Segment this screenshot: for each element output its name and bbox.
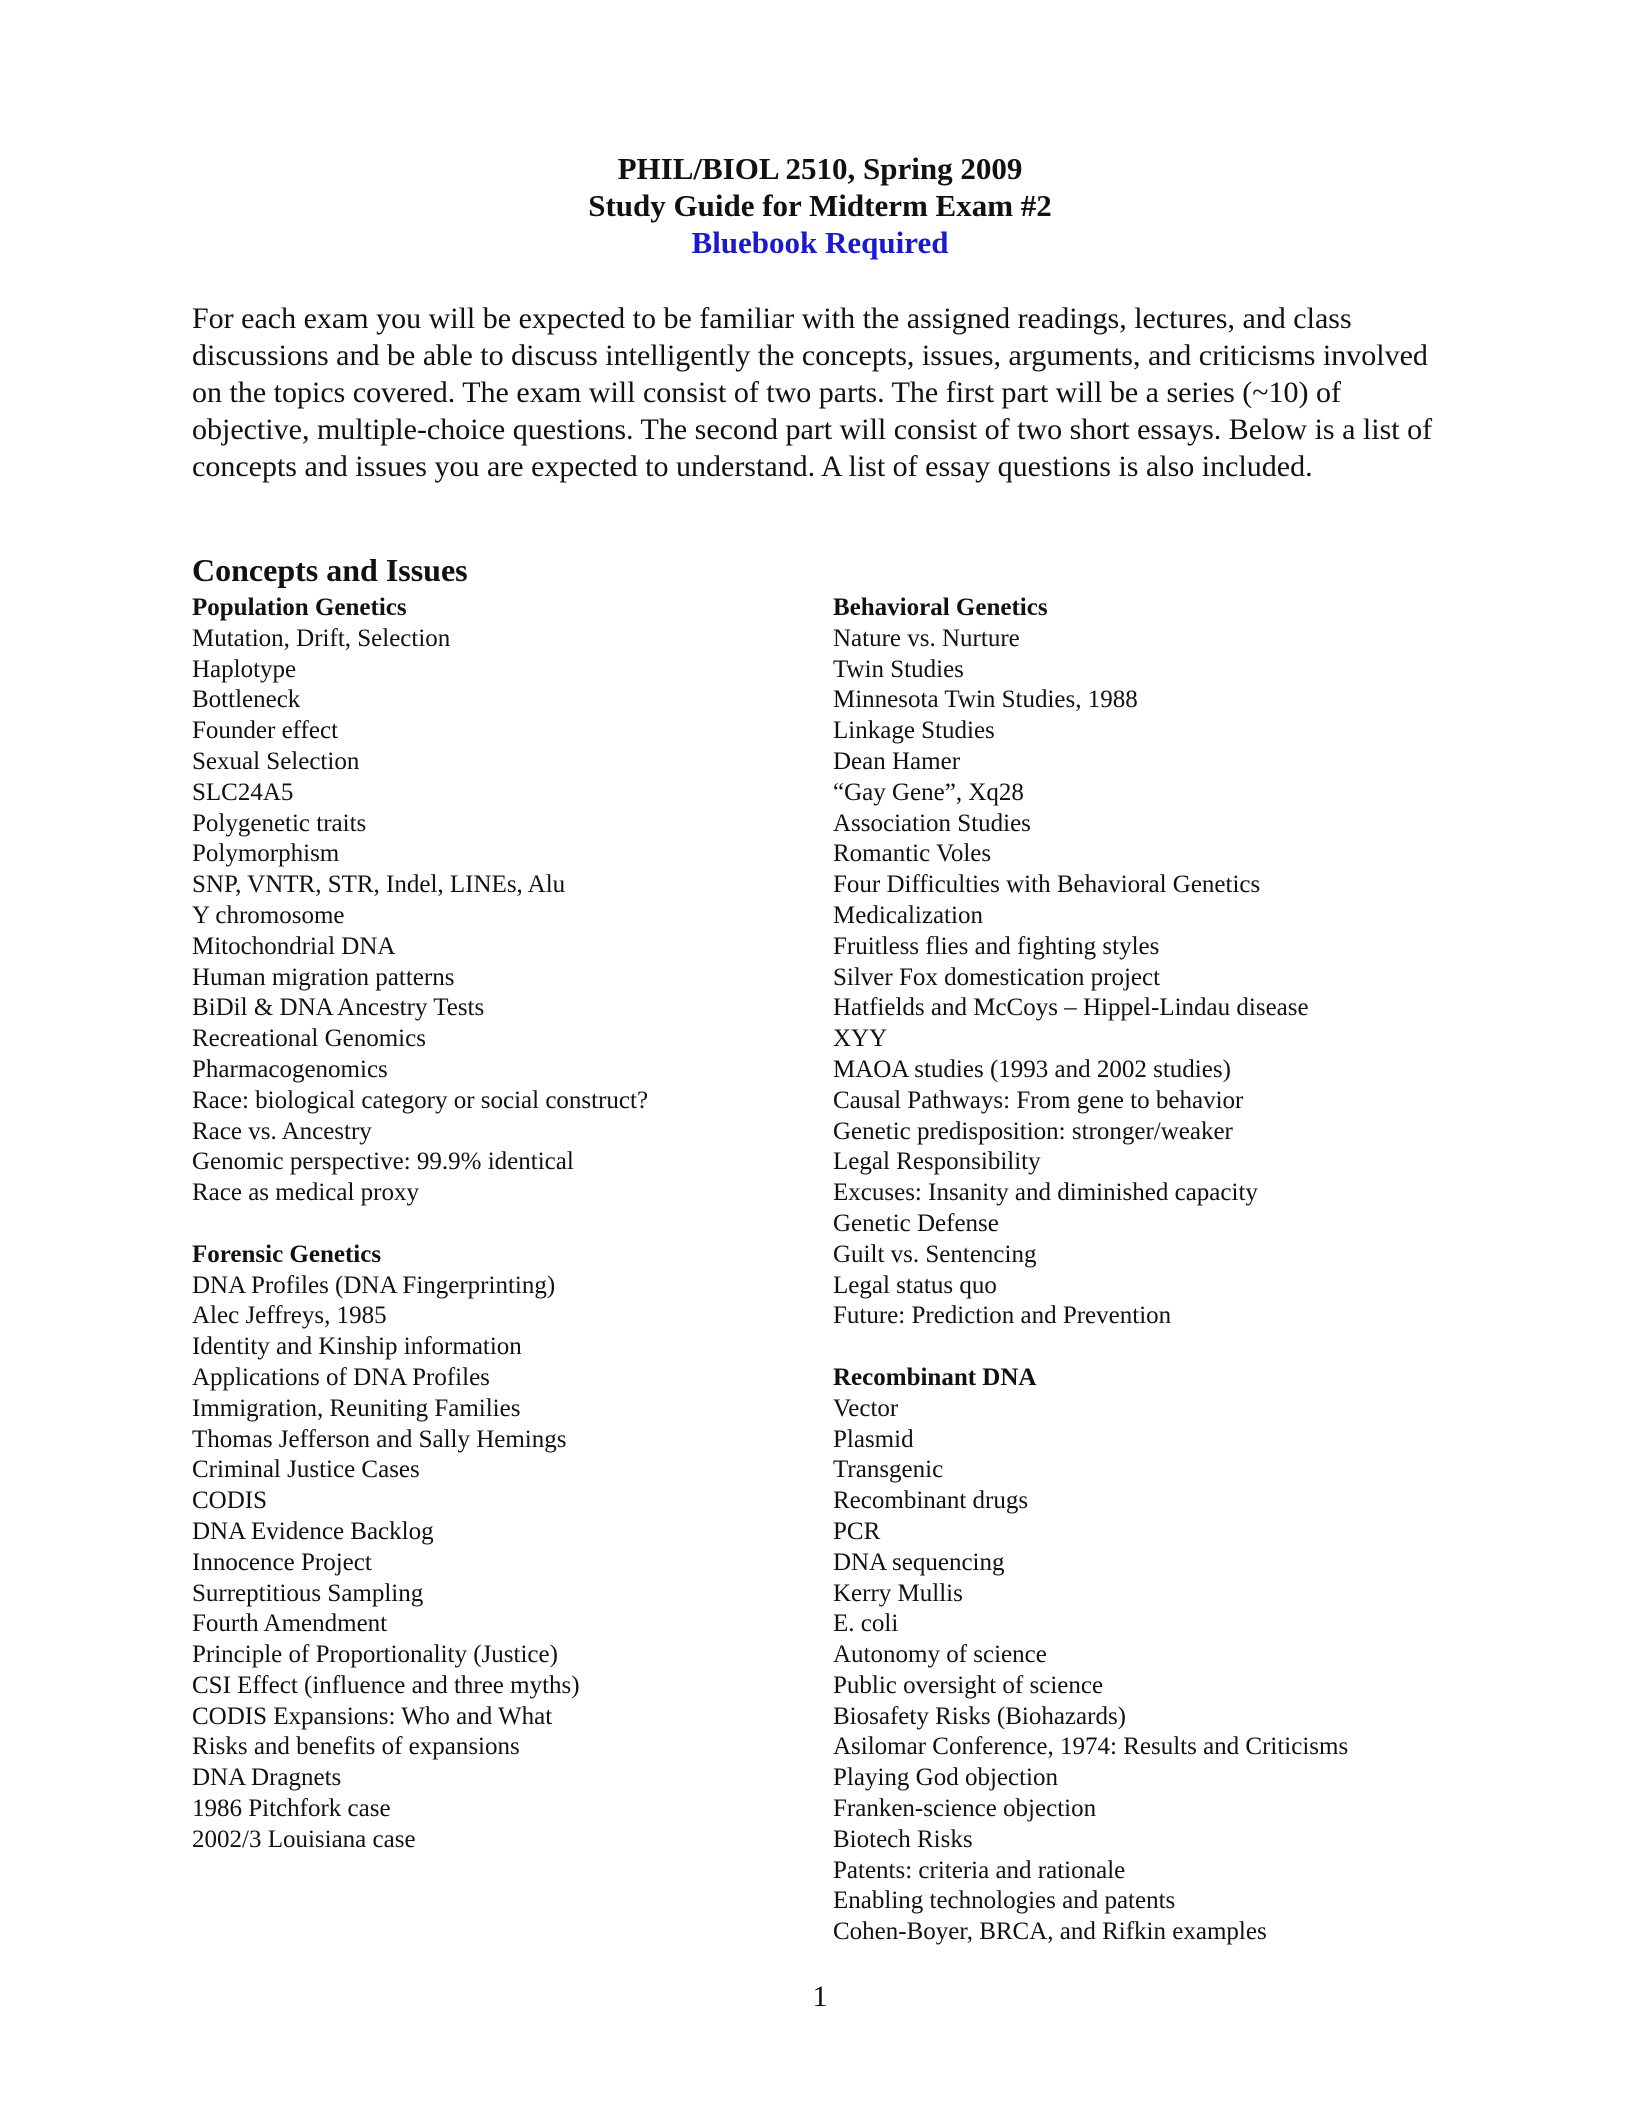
concept-item: Enabling technologies and patents: [833, 1887, 1176, 1915]
concept-item: Polygenetic traits: [192, 809, 367, 837]
concept-item: Applications of DNA Profiles: [192, 1363, 490, 1391]
concept-item: Immigration, Reuniting Families: [192, 1394, 521, 1422]
concept-item: CODIS Expansions: Who and What: [192, 1702, 553, 1730]
concept-item: CODIS: [192, 1487, 268, 1515]
concept-item: Race vs. Ancestry: [192, 1117, 372, 1145]
concept-item: 1986 Pitchfork case: [192, 1795, 391, 1823]
concept-item: DNA Profiles (DNA Fingerprinting): [192, 1271, 556, 1299]
concept-item: Founder effect: [192, 717, 339, 745]
concept-item: Kerry Mullis: [833, 1579, 963, 1607]
concept-item: Mutation, Drift, Selection: [192, 624, 451, 652]
concept-item: Legal Responsibility: [833, 1148, 1041, 1176]
concept-item: Polymorphism: [192, 840, 340, 868]
concept-item: Guilt vs. Sentencing: [833, 1240, 1037, 1268]
concept-item: Fruitless flies and fighting styles: [833, 932, 1160, 960]
right-column: [833, 593, 1553, 1979]
guide-title: Study Guide for Midterm Exam #2: [588, 188, 1052, 223]
concept-item: Minnesota Twin Studies, 1988: [833, 686, 1138, 714]
concept-item: Romantic Voles: [833, 840, 992, 868]
concept-item: Biotech Risks: [833, 1825, 973, 1853]
concept-item: Criminal Justice Cases: [192, 1456, 420, 1484]
concept-item: MAOA studies (1993 and 2002 studies): [833, 1055, 1231, 1083]
concept-item: Playing God objection: [833, 1764, 1058, 1792]
concept-item: Legal status quo: [833, 1271, 997, 1299]
concept-item: Pharmacogenomics: [192, 1055, 388, 1083]
concept-item: Autonomy of science: [833, 1641, 1047, 1669]
document-header: [0, 150, 1640, 261]
concept-item: DNA sequencing: [833, 1548, 1005, 1576]
concept-section: [192, 593, 792, 1209]
concept-item: DNA Dragnets: [192, 1764, 342, 1792]
concept-item: Bottleneck: [192, 686, 301, 714]
concept-item: Alec Jeffreys, 1985: [192, 1302, 387, 1330]
concept-item: Future: Prediction and Prevention: [833, 1302, 1172, 1330]
concept-item: Haplotype: [192, 655, 297, 683]
concept-item: Franken-science objection: [833, 1795, 1097, 1823]
intro-paragraph: [192, 300, 1452, 485]
concept-list: [192, 1271, 792, 1856]
concept-item: XYY: [833, 1025, 888, 1053]
concept-item: Public oversight of science: [833, 1671, 1104, 1699]
section-title: Population Genetics: [192, 594, 407, 621]
concept-item: Plasmid: [833, 1425, 914, 1453]
concept-item: E. coli: [833, 1610, 899, 1638]
concept-item: Medicalization: [833, 901, 983, 929]
concept-item: Race as medical proxy: [192, 1179, 419, 1207]
concept-item: Identity and Kinship information: [192, 1333, 522, 1361]
concept-item: Principle of Proportionality (Justice): [192, 1641, 558, 1669]
concept-item: Dean Hamer: [833, 747, 961, 775]
concept-item: Genetic predisposition: stronger/weaker: [833, 1117, 1233, 1145]
bluebook-note: Bluebook Required: [691, 225, 949, 260]
concept-section: [833, 1363, 1553, 1948]
concept-item: “Gay Gene”, Xq28: [833, 778, 1024, 806]
concept-item: Innocence Project: [192, 1548, 372, 1576]
concept-item: PCR: [833, 1517, 881, 1545]
concept-section: [192, 1240, 792, 1856]
concept-item: Surreptitious Sampling: [192, 1579, 424, 1607]
concept-item: Vector: [833, 1394, 899, 1422]
concept-item: Human migration patterns: [192, 963, 455, 991]
concept-item: BiDil & DNA Ancestry Tests: [192, 994, 485, 1022]
concept-item: SNP, VNTR, STR, Indel, LINEs, Alu: [192, 871, 566, 899]
concept-item: Cohen-Boyer, BRCA, and Rifkin examples: [833, 1918, 1267, 1946]
concept-list: [833, 1394, 1553, 1948]
concept-item: Mitochondrial DNA: [192, 932, 396, 960]
section-title: Forensic Genetics: [192, 1240, 382, 1268]
concept-item: Recombinant drugs: [833, 1487, 1029, 1515]
concept-item: Causal Pathways: From gene to behavior: [833, 1086, 1244, 1114]
concept-section: [833, 593, 1553, 1332]
concept-item: Four Difficulties with Behavioral Genetics: [833, 871, 1261, 899]
concept-item: Sexual Selection: [192, 747, 360, 775]
concept-item: Recreational Genomics: [192, 1025, 426, 1053]
concept-item: CSI Effect (influence and three myths): [192, 1671, 580, 1699]
section-title: Behavioral Genetics: [833, 594, 1048, 621]
concept-item: Patents: criteria and rationale: [833, 1856, 1126, 1884]
concept-item: Transgenic: [833, 1456, 944, 1484]
concept-item: Fourth Amendment: [192, 1610, 388, 1638]
course-title: PHIL/BIOL 2510, Spring 2009: [617, 151, 1023, 186]
section-title: Recombinant DNA: [833, 1363, 1037, 1391]
concept-item: Biosafety Risks (Biohazards): [833, 1702, 1127, 1730]
concept-item: Genetic Defense: [833, 1209, 999, 1237]
concept-item: Twin Studies: [833, 655, 964, 683]
concept-item: Thomas Jefferson and Sally Hemings: [192, 1425, 567, 1453]
concepts-heading: Concepts and Issues: [192, 552, 468, 588]
concept-item: Risks and benefits of expansions: [192, 1733, 520, 1761]
concept-item: SLC24A5: [192, 778, 294, 806]
concept-list: [833, 624, 1553, 1332]
concept-item: Excuses: Insanity and diminished capacity: [833, 1179, 1258, 1207]
concept-item: Linkage Studies: [833, 717, 995, 745]
concept-item: DNA Evidence Backlog: [192, 1517, 434, 1545]
concept-item: Silver Fox domestication project: [833, 963, 1161, 991]
concept-item: Y chromosome: [192, 901, 345, 929]
concept-list: [192, 624, 792, 1209]
concept-item: Genomic perspective: 99.9% identical: [192, 1148, 574, 1176]
concept-item: Hatfields and McCoys – Hippel-Lindau disease: [833, 994, 1309, 1022]
concept-item: Nature vs. Nurture: [833, 624, 1020, 652]
concept-item: Race: biological category or social construct?: [192, 1086, 649, 1114]
concept-item: Association Studies: [833, 809, 1031, 837]
concept-item: 2002/3 Louisiana case: [192, 1825, 416, 1853]
concept-item: Asilomar Conference, 1974: Results and Criticisms: [833, 1733, 1349, 1761]
page-number: 1: [812, 1980, 828, 2013]
intro-text: For each exam you will be expected to be familiar with the assigned readings, lectures, and class discussions and be able to discuss intelligently the concepts, issues, arguments, and criticisms involved on the topics covered. The exam will consist of two parts. The first part will be a series (~10) of objective, multiple-choice questions. The second part will consist of two short essays. Below is a list of concepts and issues you are expected to understand. A list of essay questions is also included.: [192, 302, 1433, 483]
left-column: [192, 593, 792, 1886]
